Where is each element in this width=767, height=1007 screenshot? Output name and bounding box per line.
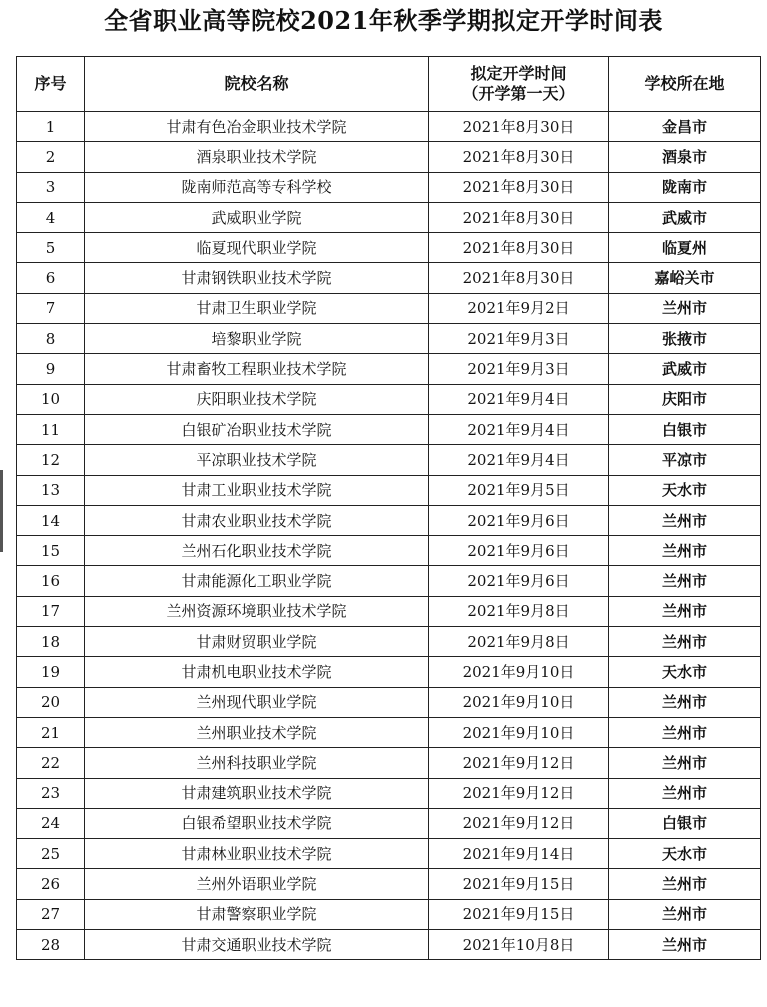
cell-location: 兰州市 bbox=[609, 869, 761, 899]
cell-location: 天水市 bbox=[609, 657, 761, 687]
cell-date: 2021年9月8日 bbox=[429, 596, 609, 626]
cell-location: 嘉峪关市 bbox=[609, 263, 761, 293]
cell-index: 3 bbox=[17, 172, 85, 202]
cell-index: 6 bbox=[17, 263, 85, 293]
cell-school: 甘肃能源化工职业学院 bbox=[85, 566, 429, 596]
table-row bbox=[17, 324, 761, 354]
table-row bbox=[17, 384, 761, 414]
cell-index: 7 bbox=[17, 293, 85, 323]
cell-location: 平凉市 bbox=[609, 445, 761, 475]
cell-date: 2021年9月4日 bbox=[429, 384, 609, 414]
table-row bbox=[17, 899, 761, 929]
header-date bbox=[429, 57, 609, 112]
cell-index: 20 bbox=[17, 687, 85, 717]
cell-location: 兰州市 bbox=[609, 536, 761, 566]
cell-school: 甘肃工业职业技术学院 bbox=[85, 475, 429, 505]
cell-location: 兰州市 bbox=[609, 778, 761, 808]
table-row bbox=[17, 445, 761, 475]
cell-location: 兰州市 bbox=[609, 596, 761, 626]
cell-school: 甘肃农业职业技术学院 bbox=[85, 505, 429, 535]
table-row bbox=[17, 778, 761, 808]
cell-index: 10 bbox=[17, 384, 85, 414]
header-location: 学校所在地 bbox=[609, 57, 761, 112]
table-row bbox=[17, 536, 761, 566]
table-body bbox=[17, 112, 761, 960]
cell-index: 24 bbox=[17, 808, 85, 838]
cell-school: 武威职业学院 bbox=[85, 202, 429, 232]
cell-school: 甘肃财贸职业学院 bbox=[85, 627, 429, 657]
table-row bbox=[17, 475, 761, 505]
cell-location: 兰州市 bbox=[609, 930, 761, 960]
table-row bbox=[17, 202, 761, 232]
cell-date: 2021年9月6日 bbox=[429, 536, 609, 566]
cell-date: 2021年9月3日 bbox=[429, 324, 609, 354]
table-row bbox=[17, 414, 761, 444]
header-date-line1: 拟定开学时间 bbox=[470, 64, 567, 83]
table-row bbox=[17, 566, 761, 596]
cell-date: 2021年9月10日 bbox=[429, 687, 609, 717]
cell-school: 甘肃交通职业技术学院 bbox=[85, 930, 429, 960]
cell-index: 23 bbox=[17, 778, 85, 808]
header-index: 序号 bbox=[17, 57, 85, 112]
cell-school: 兰州科技职业学院 bbox=[85, 748, 429, 778]
table-row bbox=[17, 657, 761, 687]
cell-location: 天水市 bbox=[609, 475, 761, 505]
cell-index: 22 bbox=[17, 748, 85, 778]
cell-index: 15 bbox=[17, 536, 85, 566]
cell-date: 2021年9月3日 bbox=[429, 354, 609, 384]
cell-location: 庆阳市 bbox=[609, 384, 761, 414]
cell-school: 甘肃林业职业技术学院 bbox=[85, 839, 429, 869]
cell-school: 培黎职业学院 bbox=[85, 324, 429, 354]
cell-date: 2021年9月15日 bbox=[429, 869, 609, 899]
cell-date: 2021年8月30日 bbox=[429, 263, 609, 293]
cell-location: 兰州市 bbox=[609, 899, 761, 929]
cell-index: 14 bbox=[17, 505, 85, 535]
cell-date: 2021年9月14日 bbox=[429, 839, 609, 869]
cell-school: 兰州职业技术学院 bbox=[85, 717, 429, 747]
cell-location: 兰州市 bbox=[609, 717, 761, 747]
cell-date: 2021年9月10日 bbox=[429, 657, 609, 687]
cell-school: 兰州资源环境职业技术学院 bbox=[85, 596, 429, 626]
cell-date: 2021年9月2日 bbox=[429, 293, 609, 323]
cell-date: 2021年8月30日 bbox=[429, 172, 609, 202]
table-row bbox=[17, 869, 761, 899]
table-row bbox=[17, 596, 761, 626]
cell-date: 2021年8月30日 bbox=[429, 142, 609, 172]
table-row bbox=[17, 748, 761, 778]
cell-index: 16 bbox=[17, 566, 85, 596]
cell-index: 21 bbox=[17, 717, 85, 747]
cell-school: 庆阳职业技术学院 bbox=[85, 384, 429, 414]
cell-location: 兰州市 bbox=[609, 748, 761, 778]
cell-location: 兰州市 bbox=[609, 687, 761, 717]
cell-location: 兰州市 bbox=[609, 505, 761, 535]
cell-school: 临夏现代职业学院 bbox=[85, 233, 429, 263]
cell-date: 2021年10月8日 bbox=[429, 930, 609, 960]
cell-index: 26 bbox=[17, 869, 85, 899]
cell-index: 5 bbox=[17, 233, 85, 263]
cell-index: 9 bbox=[17, 354, 85, 384]
cell-index: 18 bbox=[17, 627, 85, 657]
table-row bbox=[17, 354, 761, 384]
cell-index: 19 bbox=[17, 657, 85, 687]
cell-date: 2021年9月6日 bbox=[429, 566, 609, 596]
cell-index: 17 bbox=[17, 596, 85, 626]
cell-school: 兰州现代职业学院 bbox=[85, 687, 429, 717]
cell-date: 2021年9月10日 bbox=[429, 717, 609, 747]
cell-location: 兰州市 bbox=[609, 627, 761, 657]
cell-date: 2021年8月30日 bbox=[429, 202, 609, 232]
cell-school: 甘肃有色冶金职业技术学院 bbox=[85, 112, 429, 142]
header-date-line2: （开学第一天） bbox=[462, 84, 575, 103]
cell-location: 张掖市 bbox=[609, 324, 761, 354]
cell-school: 甘肃卫生职业学院 bbox=[85, 293, 429, 323]
table-row bbox=[17, 263, 761, 293]
cell-school: 甘肃机电职业技术学院 bbox=[85, 657, 429, 687]
table-row bbox=[17, 627, 761, 657]
table-row bbox=[17, 233, 761, 263]
cell-location: 兰州市 bbox=[609, 293, 761, 323]
cell-school: 甘肃畜牧工程职业技术学院 bbox=[85, 354, 429, 384]
scan-edge-mark bbox=[0, 470, 3, 552]
cell-index: 11 bbox=[17, 414, 85, 444]
table-row bbox=[17, 172, 761, 202]
cell-school: 平凉职业技术学院 bbox=[85, 445, 429, 475]
cell-school: 白银矿冶职业技术学院 bbox=[85, 414, 429, 444]
table-row bbox=[17, 293, 761, 323]
cell-school: 甘肃钢铁职业技术学院 bbox=[85, 263, 429, 293]
table-row bbox=[17, 930, 761, 960]
cell-school: 兰州外语职业学院 bbox=[85, 869, 429, 899]
cell-index: 8 bbox=[17, 324, 85, 354]
cell-date: 2021年8月30日 bbox=[429, 112, 609, 142]
schedule-table bbox=[16, 56, 761, 960]
table-row bbox=[17, 687, 761, 717]
cell-school: 白银希望职业技术学院 bbox=[85, 808, 429, 838]
table-row bbox=[17, 142, 761, 172]
cell-date: 2021年8月30日 bbox=[429, 233, 609, 263]
cell-location: 金昌市 bbox=[609, 112, 761, 142]
cell-location: 白银市 bbox=[609, 808, 761, 838]
cell-date: 2021年9月12日 bbox=[429, 748, 609, 778]
header-row bbox=[17, 57, 761, 112]
cell-location: 武威市 bbox=[609, 354, 761, 384]
cell-location: 酒泉市 bbox=[609, 142, 761, 172]
cell-index: 28 bbox=[17, 930, 85, 960]
cell-school: 陇南师范高等专科学校 bbox=[85, 172, 429, 202]
cell-school: 兰州石化职业技术学院 bbox=[85, 536, 429, 566]
cell-date: 2021年9月15日 bbox=[429, 899, 609, 929]
table-row bbox=[17, 112, 761, 142]
cell-date: 2021年9月5日 bbox=[429, 475, 609, 505]
cell-date: 2021年9月6日 bbox=[429, 505, 609, 535]
cell-index: 1 bbox=[17, 112, 85, 142]
table-row bbox=[17, 839, 761, 869]
cell-location: 兰州市 bbox=[609, 566, 761, 596]
cell-index: 4 bbox=[17, 202, 85, 232]
cell-date: 2021年9月12日 bbox=[429, 808, 609, 838]
page-title: 全省职业高等院校2021年秋季学期拟定开学时间表 bbox=[104, 6, 663, 35]
cell-school: 甘肃建筑职业技术学院 bbox=[85, 778, 429, 808]
cell-date: 2021年9月8日 bbox=[429, 627, 609, 657]
cell-location: 白银市 bbox=[609, 414, 761, 444]
cell-index: 2 bbox=[17, 142, 85, 172]
cell-date: 2021年9月12日 bbox=[429, 778, 609, 808]
cell-index: 12 bbox=[17, 445, 85, 475]
table-row bbox=[17, 717, 761, 747]
cell-location: 武威市 bbox=[609, 202, 761, 232]
cell-location: 天水市 bbox=[609, 839, 761, 869]
cell-index: 25 bbox=[17, 839, 85, 869]
cell-location: 临夏州 bbox=[609, 233, 761, 263]
table-row bbox=[17, 505, 761, 535]
cell-index: 27 bbox=[17, 899, 85, 929]
cell-index: 13 bbox=[17, 475, 85, 505]
cell-date: 2021年9月4日 bbox=[429, 445, 609, 475]
cell-school: 酒泉职业技术学院 bbox=[85, 142, 429, 172]
cell-school: 甘肃警察职业学院 bbox=[85, 899, 429, 929]
table-row bbox=[17, 808, 761, 838]
header-school: 院校名称 bbox=[85, 57, 429, 112]
cell-date: 2021年9月4日 bbox=[429, 414, 609, 444]
cell-location: 陇南市 bbox=[609, 172, 761, 202]
